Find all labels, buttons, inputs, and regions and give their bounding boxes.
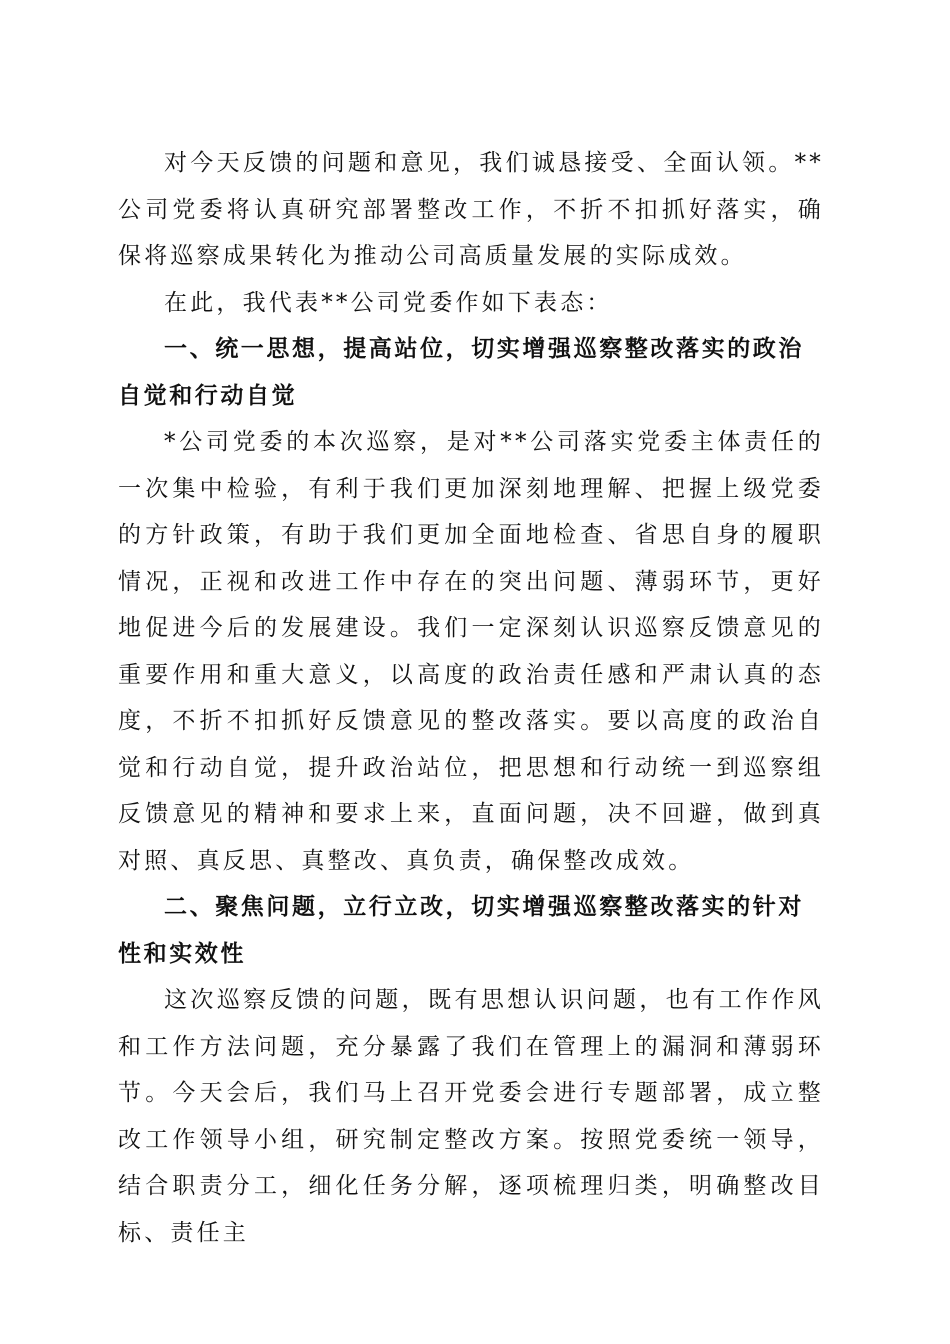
document-body [118, 140, 824, 1256]
paragraph-acceptance: 对今天反馈的问题和意见，我们诚恳接受、全面认领。**公司党委将认真研究部署整改工作，不折不扣抓好落实，确保将巡察成果转化为推动公司高质量发展的实际成效。 [118, 150, 824, 269]
section-heading-1: 一、统一思想，提高站位，切实增强巡察整改落实的政治自觉和行动自觉 [118, 336, 804, 409]
paragraph-statement-intro: 在此，我代表**公司党委作如下表态： [164, 289, 613, 316]
section-heading-2: 二、聚焦问题，立行立改，切实增强巡察整改落实的针对性和实效性 [118, 894, 804, 967]
paragraph-section-2: 这次巡察反馈的问题，既有思想认识问题，也有工作作风和工作方法问题，充分暴露了我们在管理上的漏洞和薄弱环节。今天会后，我们马上召开党委会进行专题部署，成立整改工作领导小组，研究制定整改方案。按照党委统一领导，结合职责分工，细化任务分解，逐项梳理归类，明确整改目标、责任主 [118, 987, 824, 1246]
paragraph-section-1: *公司党委的本次巡察，是对**公司落实党委主体责任的一次集中检验，有利于我们更加深刻地理解、把握上级党委的方针政策，有助于我们更加全面地检查、省思自身的履职情况，正视和改进工作中存在的突出问题、薄弱环节，更好地促进今后的发展建设。我们一定深刻认识巡察反馈意见的重要作用和重大意义，以高度的政治责任感和严肃认真的态度，不折不扣抓好反馈意见的整改落实。要以高度的政治自觉和行动自觉，提升政治站位，把思想和行动统一到巡察组反馈意见的精神和要求上来，直面问题，决不回避，做到真对照、真反思、真整改、真负责，确保整改成效。 [118, 429, 824, 874]
